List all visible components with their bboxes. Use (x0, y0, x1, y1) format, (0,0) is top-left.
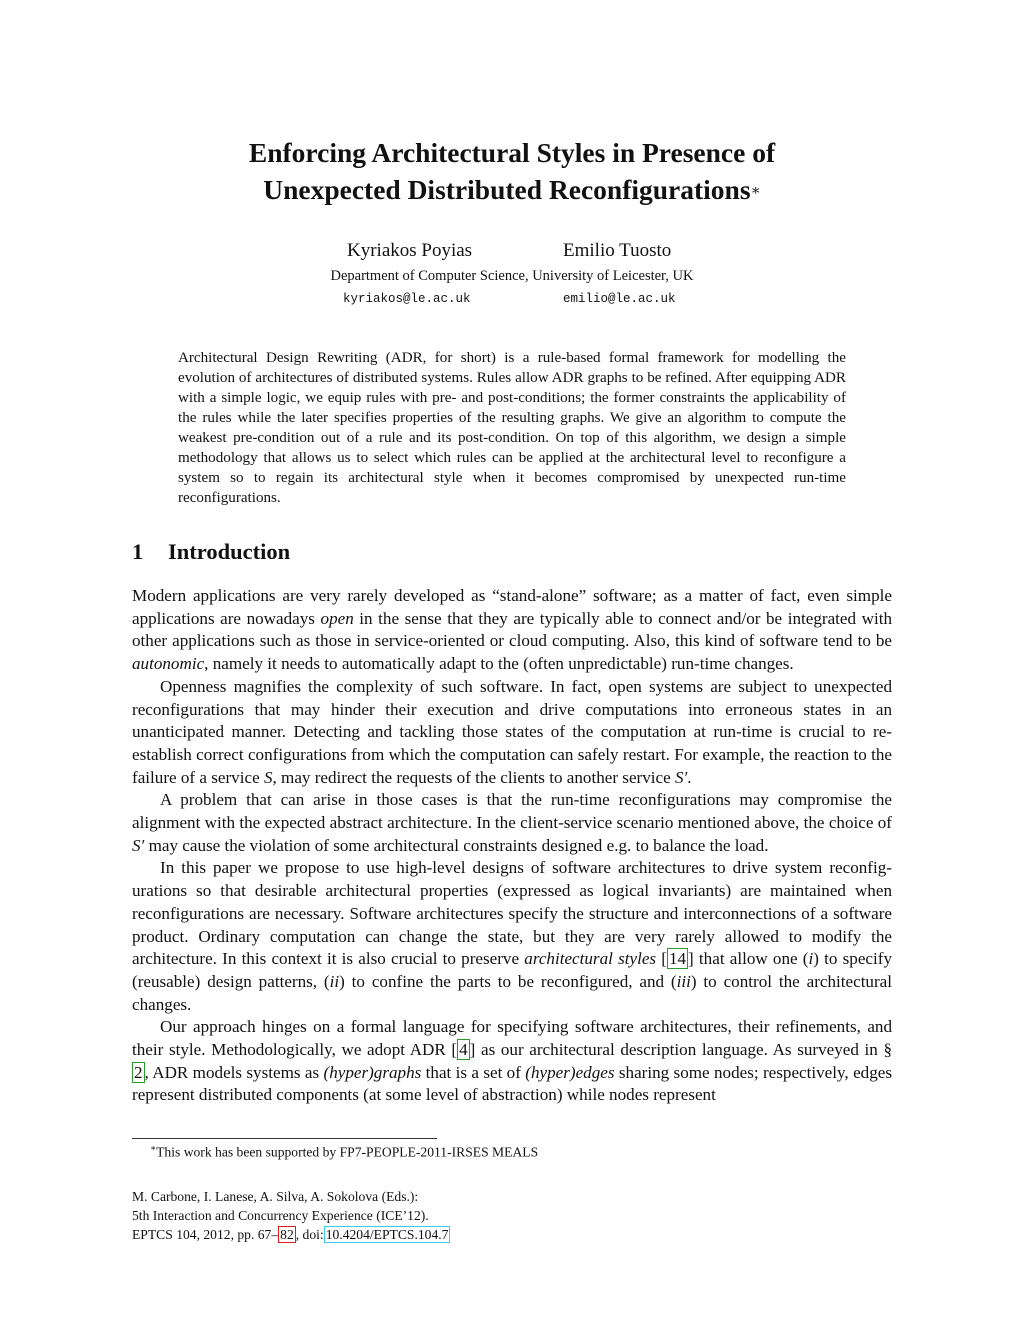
emphasis: i (808, 949, 814, 969)
body-text (132, 585, 892, 1107)
text: sharing some nodes; respectively, edges represent distributed components (at some level of abstraction) while nodes represent (132, 1062, 892, 1105)
text: Modern applications are very rarely developed as “stand-alone” software; as a matter of fact, even simple applications are nowadays (132, 586, 892, 628)
abstract: Architectural Design Rewriting (ADR, for short) is a rule-based formal framework for modelling the evolution of architectures of distributed systems. Rules allow ADR graphs to be refined. After equipping ADR with a simple logic, we equip rules with pre- and post-conditions; the former constraints the applicability of the rules while the later specifies properties of the resulting graphs. We give an algorithm to compute the weakest pre-condition out of a rule and its post-condition. On top of this algorithm, we design a simple methodology that allows us to select which rules can be applied at the architectural level to reconfigure a system so to regain its architectural style when it becomes compromised by unexpected run-time reconfigurations. (178, 350, 846, 506)
paper-title (0, 134, 1024, 208)
text: ] as our architectural description language. As surveyed in § (469, 1040, 893, 1060)
series-line (132, 1225, 450, 1244)
citation-link[interactable]: 14 (668, 949, 687, 969)
footnote-rule (132, 1138, 437, 1139)
section-heading (132, 539, 290, 565)
title-line-2 (0, 171, 1024, 208)
math-symbol: S′ (132, 835, 145, 855)
math-symbol: S (263, 767, 273, 787)
last-page-link[interactable]: 82 (280, 1227, 294, 1242)
text: In this paper we propose to use high-level designs of software architectures to drive system reconfigurations so that desirable architectural properties (expressed as logical invariants) are maintained when reconfigurations are necessary. Software architectures specify the structure and interconnections of a software product. Ordinary computation can change the state, but they are very rarely allowed to modify the architecture. In this context it is also crucial to preserve (132, 858, 892, 969)
emphasis: autonomic (132, 654, 205, 674)
emphasis: (hyper)graphs (323, 1062, 422, 1082)
section-link[interactable]: 2 (134, 1062, 143, 1082)
venue-info (132, 1187, 450, 1244)
title-line-1: Enforcing Architectural Styles in Presence of (248, 137, 776, 168)
series-text: EPTCS 104, 2012, pp. 67– (132, 1227, 279, 1242)
email-2[interactable]: emilio@le.ac.uk (563, 292, 676, 306)
emphasis: ii (329, 971, 340, 991)
emphasis: open (320, 608, 354, 628)
text: may cause the violation of some architectural constraints designed e.g. to balance the load. (144, 835, 769, 855)
paragraph-5 (132, 1016, 892, 1107)
affiliation: Department of Computer Science, University of Leicester, UK (330, 268, 694, 284)
title-footnote-mark: ∗ (750, 183, 761, 199)
section-title: Introduction (168, 539, 291, 564)
text: that is a set of (421, 1062, 526, 1082)
author-1: Kyriakos Poyias (347, 240, 473, 261)
paragraph-1 (132, 585, 892, 676)
text: A problem that can arise in those cases is that the run-time reconfigurations may compromise the alignment with the expected abstract architecture. In the client-service scenario mentioned above, the choice of (132, 790, 892, 833)
text: ) to confine the parts to be reconfigured, and ( (339, 971, 677, 991)
emphasis: iii (676, 971, 691, 991)
text: , may redirect the requests of the clients to another service (272, 767, 675, 787)
footnote (150, 1143, 538, 1161)
editors: M. Carbone, I. Lanese, A. Silva, A. Sokolova (Eds.): (132, 1189, 419, 1204)
text: in the sense that they are typically able to connect and/or be integrated with other applications such as those in service-oriented or cloud computing. Also, this kind of software tend to be (132, 608, 892, 651)
paragraph-3 (132, 789, 892, 857)
citation-link[interactable]: 4 (459, 1040, 468, 1060)
doi-label: , doi: (295, 1227, 324, 1242)
email-1[interactable]: kyriakos@le.ac.uk (343, 292, 471, 306)
text: [ (656, 949, 667, 969)
workshop: 5th Interaction and Concurrency Experience (ICE’12). (132, 1208, 429, 1223)
text: , namely it needs to automatically adapt to the (often unpredictable) run-time changes. (204, 654, 794, 674)
text: ) to specify (reusable) design patterns, ( (132, 949, 892, 991)
text: , ADR models systems as (144, 1062, 324, 1082)
text: Our approach hinges on a formal language for specifying software architectures, their refinements, and their style. Methodologically, we adopt ADR [ (132, 1017, 892, 1060)
title-line-2-text: Unexpected Distributed Reconfigurations (263, 174, 751, 205)
footnote-text: This work has been supported by FP7-PEOPLE-2011-IRSES MEALS (156, 1144, 539, 1160)
emphasis: architectural styles (524, 949, 657, 969)
emphasis: (hyper)edges (525, 1062, 615, 1082)
math-symbol: S′ (674, 767, 688, 787)
text: ) to control the architectural changes. (132, 971, 893, 1014)
paragraph-4 (132, 857, 892, 1016)
doi-link[interactable]: 10.4204/EPTCS.104.7 (325, 1227, 449, 1242)
paragraph-2 (132, 676, 892, 790)
text: Openness magnifies the complexity of such software. In fact, open systems are subject to unexpected reconfigurations that may hinder their execution and drive computations into erroneous states in an unanticipated manner. Detecting and tackling those states of the computation at run-time is crucial to re-establish correct configurations from which the computation can safely restart. For example, the reaction to the failure of a service (132, 676, 892, 787)
footnote-mark: ∗ (150, 1143, 157, 1153)
author-2: Emilio Tuosto (563, 240, 672, 261)
text: . (687, 767, 692, 787)
section-number: 1 (132, 539, 144, 564)
text: ] that allow one ( (688, 949, 809, 969)
